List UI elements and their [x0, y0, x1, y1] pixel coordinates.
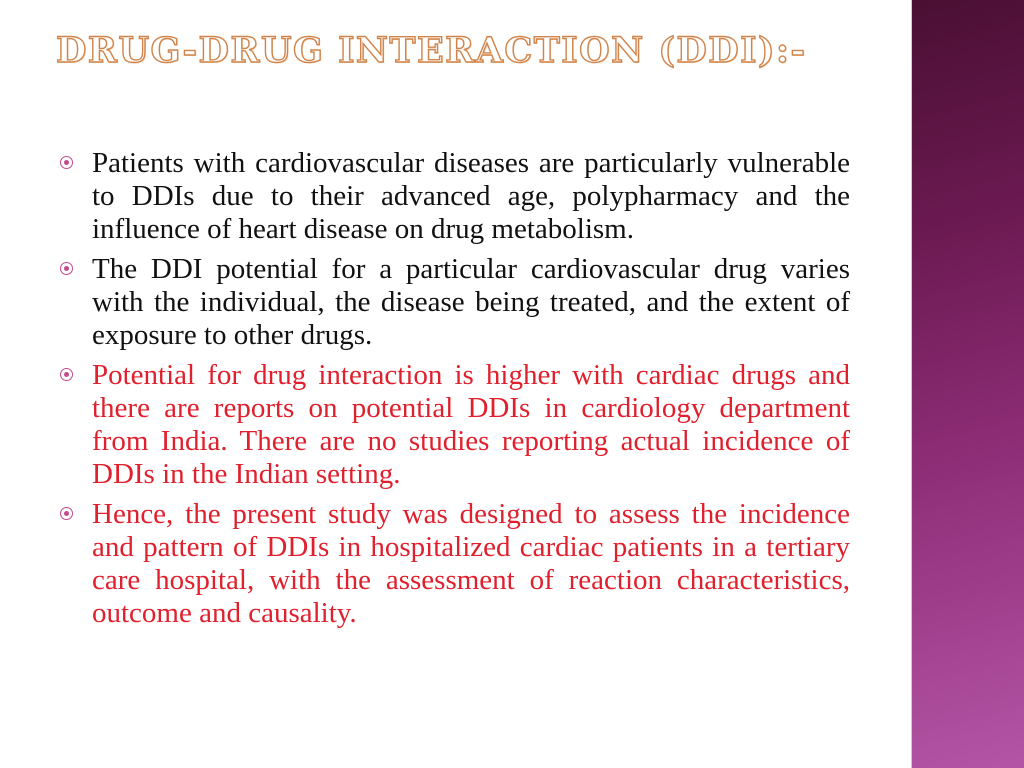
- bullet-item: [58, 147, 850, 246]
- circle-dot-bullet-icon: [60, 507, 73, 520]
- bullet-text: Patients with cardiovascular diseases are particularly vulnerable to DDIs due to their advanced age, polypharmacy and the influence of heart disease on drug metabolism.: [92, 147, 850, 245]
- circle-dot-bullet-icon: [60, 262, 73, 275]
- circle-dot-bullet-icon: [60, 156, 73, 169]
- bullet-item: [58, 253, 850, 352]
- bullet-text: The DDI potential for a particular cardiovascular drug varies with the individual, the disease being treated, and the extent of exposure to other drugs.: [92, 253, 850, 351]
- bullet-text: Potential for drug interaction is higher with cardiac drugs and there are reports on potential DDIs in cardiology department from India. There are no studies reporting actual incidence of DDIs in the Indian setting.: [92, 359, 850, 490]
- bullet-text: Hence, the present study was designed to assess the incidence and pattern of DDIs in hospitalized cardiac patients in a tertiary care hospital, with the assessment of reaction characteristics, outcome and causality.: [92, 498, 850, 629]
- bullet-item: [58, 359, 850, 491]
- bullet-list: [58, 147, 850, 637]
- slide-title: DRUG-DRUG INTERACTION (DDI):-: [56, 30, 807, 71]
- bullet-item: [58, 498, 850, 630]
- decorative-sidebar: [911, 0, 1024, 768]
- circle-dot-bullet-icon: [60, 368, 73, 381]
